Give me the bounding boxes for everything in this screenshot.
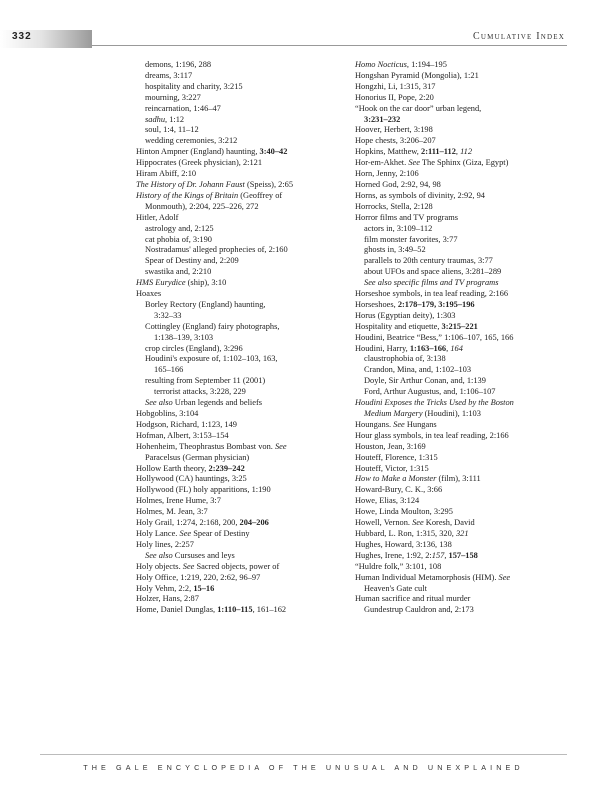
entry-text: Hope chests, 3:206–207 <box>355 136 436 146</box>
entry-text: See <box>182 561 195 571</box>
entry-text: Heaven's Gate cult <box>364 583 427 593</box>
entry-text: Borley Rectory (England) haunting, <box>145 299 266 309</box>
entry-text: claustrophobia of, 3:138 <box>364 354 446 364</box>
entry-text: Hour glass symbols, in tea leaf reading, 2:166 <box>355 430 509 440</box>
index-entry <box>136 518 348 529</box>
entry-text: crop circles (England), 3:296 <box>145 343 243 353</box>
index-entry <box>136 420 348 431</box>
entry-text: Home, Daniel Dunglas, <box>136 605 218 615</box>
entry-text: Honorius II, Pope, 2:20 <box>355 92 434 102</box>
entry-text: Gundestrup Cauldron and, 2:173 <box>364 605 474 615</box>
entry-text: (Houdini), 1:103 <box>422 409 481 418</box>
index-entry <box>355 562 567 573</box>
entry-text: Hor-em-Akhet. <box>355 158 409 168</box>
entry-text: HMS Eurydice <box>136 278 186 288</box>
index-subentry <box>136 60 348 71</box>
entry-text: sadhu <box>145 114 166 124</box>
entry-text: See <box>274 441 287 451</box>
entry-text: 321 <box>455 528 469 538</box>
entry-text: Howard-Bury, C. K., 3:66 <box>355 485 443 495</box>
entry-text: 2:111–112 <box>421 147 456 157</box>
index-entry <box>355 71 567 82</box>
section-title: Cumulative Index <box>473 31 565 42</box>
entry-text: soul, 1:4, 11–12 <box>145 125 199 135</box>
entry-text: Urban legends and beliefs <box>172 398 262 408</box>
index-entry <box>136 409 348 420</box>
entry-text: (Speiss), 2:65 <box>244 179 294 189</box>
index-entry <box>355 136 567 147</box>
entry-text: Paracelsus (German physician) <box>145 452 250 462</box>
entry-text: Holy objects. <box>136 561 183 571</box>
index-entry <box>355 507 567 518</box>
entry-text: Hughes, Irene, 1:92, 2: <box>355 550 432 560</box>
index-entry <box>136 147 348 158</box>
entry-text: 165–166 <box>154 365 184 375</box>
index-entry <box>355 169 567 180</box>
entry-text: Cottingley (England) fairy photographs, <box>145 321 280 331</box>
entry-text: 2:178–179, 3:195–196 <box>397 299 475 309</box>
index-entry <box>355 322 567 333</box>
entry-text: Ford, Arthur Augustus, and, 1:106–107 <box>364 387 496 397</box>
index-entry <box>136 496 348 507</box>
index-subentry <box>136 224 348 235</box>
index-column-right <box>355 60 567 616</box>
entry-text: (Geoffrey of <box>238 190 283 200</box>
index-entry <box>136 180 348 191</box>
entry-text: 1:163–166 <box>409 343 447 353</box>
index-entry <box>355 191 567 202</box>
index-entry <box>355 518 567 529</box>
index-entry <box>136 213 348 224</box>
entry-text: The Sphinx (Giza, Egypt) <box>419 158 509 168</box>
entry-text: Hughes, Howard, 3:136, 138 <box>355 539 452 549</box>
index-subentry <box>355 224 567 235</box>
index-entry <box>136 562 348 573</box>
index-column-left <box>136 60 348 616</box>
entry-text: Hohenheim, Theophrastus Bombast von. <box>136 441 275 451</box>
entry-text: Holy Office, 1:219, 220, 2:62, 96–97 <box>136 572 261 582</box>
entry-text: See also <box>145 398 173 408</box>
entry-text: “Huldre folk,” 3:101, 108 <box>355 561 442 571</box>
entry-text: See also specific films and TV programs <box>364 278 499 288</box>
index-entry <box>355 125 567 136</box>
index-subentry <box>136 235 348 246</box>
index-entry <box>355 594 567 605</box>
index-subentry <box>355 387 567 398</box>
index-subentry <box>136 71 348 82</box>
index-entry <box>355 529 567 540</box>
entry-text: Hiram Abiff, 2:10 <box>136 169 197 179</box>
index-subentry <box>355 354 567 365</box>
index-subentry <box>136 115 348 126</box>
index-entry <box>355 540 567 551</box>
index-entry <box>136 584 348 595</box>
index-entry <box>355 496 567 507</box>
entry-text: Koresh, David <box>423 518 475 528</box>
index-subentry <box>136 354 348 365</box>
entry-text: Hitler, Adolf <box>136 212 179 222</box>
entry-text: Houteff, Florence, 1:315 <box>355 452 438 462</box>
index-entry <box>136 573 348 584</box>
index-subentry <box>355 376 567 387</box>
index-entry <box>136 169 348 180</box>
index-subentry <box>355 278 567 289</box>
entry-text: Horseshoe symbols, in tea leaf reading, 2:166 <box>355 289 509 299</box>
entry-text: 3:32–33 <box>154 310 182 320</box>
entry-text: Horus (Egyptian deity), 1:303 <box>355 310 456 320</box>
index-subentry <box>136 311 348 322</box>
entry-text: dreams, 3:117 <box>145 70 193 80</box>
entry-text: See <box>393 419 405 429</box>
index-subentry <box>136 256 348 267</box>
entry-text: Howe, Linda Moulton, 3:295 <box>355 507 453 517</box>
index-subentry <box>355 365 567 376</box>
entry-text: , 161–162 <box>252 605 287 615</box>
index-entry <box>136 158 348 169</box>
index-entry <box>355 311 567 322</box>
entry-text: parallels to 20th century traumas, 3:77 <box>364 256 493 266</box>
entry-text: Doyle, Sir Arthur Conan, and, 1:139 <box>364 376 486 386</box>
index-subentry <box>136 202 348 213</box>
entry-text: Holmes, Irene Hume, 3:7 <box>136 496 221 506</box>
entry-text: Sacred objects, power of <box>194 561 280 571</box>
index-entry <box>355 453 567 464</box>
index-subentry <box>136 93 348 104</box>
entry-text: (film), 3:111 <box>436 474 481 484</box>
entry-text: Cursuses and leys <box>172 550 235 560</box>
footer-rule <box>40 754 567 755</box>
entry-text: ghosts in, 3:49–52 <box>364 245 426 255</box>
entry-text: hospitality and charity, 3:215 <box>145 81 243 91</box>
entry-text: See <box>412 518 424 528</box>
index-entry <box>355 485 567 496</box>
index-entry <box>136 431 348 442</box>
entry-text: resulting from September 11 (2001) <box>145 376 266 386</box>
index-subentry <box>136 125 348 136</box>
entry-text: See <box>498 572 511 582</box>
index-entry <box>136 474 348 485</box>
entry-text: Houston, Jean, 3:169 <box>355 441 426 451</box>
index-entry <box>355 158 567 169</box>
index-subentry <box>355 605 567 616</box>
entry-text: 112 <box>460 147 473 157</box>
entry-text: How to Make a Monster <box>355 474 437 484</box>
index-subentry <box>136 365 348 376</box>
entry-text: film monster favorites, 3:77 <box>364 234 458 244</box>
entry-text: wedding ceremonies, 3:212 <box>145 136 238 146</box>
index-entry <box>355 93 567 104</box>
index-subentry <box>136 551 348 562</box>
entry-text: Hopkins, Matthew, <box>355 147 421 157</box>
index-entry <box>355 551 567 562</box>
index-entry <box>136 464 348 475</box>
entry-text: Holy Lance. <box>136 528 180 538</box>
index-entry <box>355 289 567 300</box>
entry-text: 204–206 <box>239 518 269 528</box>
entry-text: Holy Grail, 1:274, 2:168, 200, <box>136 518 240 528</box>
index-subentry <box>136 333 348 344</box>
index-subentry <box>355 267 567 278</box>
index-entry <box>355 104 567 115</box>
index-entry <box>355 431 567 442</box>
entry-text: about UFOs and space aliens, 3:281–289 <box>364 267 502 277</box>
entry-text: 157 <box>431 550 445 560</box>
entry-text: Horned God, 2:92, 94, 98 <box>355 179 441 189</box>
index-subentry <box>136 82 348 93</box>
index-subentry <box>136 104 348 115</box>
index-entry <box>355 60 567 71</box>
entry-text: 157–158 <box>448 550 478 560</box>
index-entry <box>136 442 348 453</box>
entry-text: , <box>446 343 451 353</box>
index-subentry <box>136 245 348 256</box>
entry-text: Horrocks, Stella, 2:128 <box>355 201 433 211</box>
entry-text: 3:40–42 <box>259 147 288 157</box>
entry-text: Spear of Destiny <box>191 528 250 538</box>
index-entry <box>355 420 567 431</box>
entry-text: See <box>179 528 192 538</box>
entry-text: Hollywood (CA) hauntings, 3:25 <box>136 474 247 484</box>
index-subentry <box>136 376 348 387</box>
entry-text: Spear of Destiny and, 2:209 <box>145 256 239 266</box>
index-subentry <box>136 136 348 147</box>
entry-text: 1:110–115 <box>217 605 253 615</box>
entry-text: Holzer, Hans, 2:87 <box>136 594 199 604</box>
entry-text: 3:215–221 <box>441 321 478 331</box>
entry-text: Hungans <box>404 419 437 429</box>
index-subentry <box>136 398 348 409</box>
entry-text: 2:239–242 <box>208 463 245 473</box>
footer-book-title: THE GALE ENCYCLOPEDIA OF THE UNUSUAL AND UNEXPLAINED <box>83 763 524 772</box>
index-entry <box>355 474 567 485</box>
entry-text: See <box>408 158 420 168</box>
index-subentry <box>136 300 348 311</box>
entry-text: terrorist attacks, 3:228, 229 <box>154 387 246 397</box>
entry-text: See also <box>145 550 173 560</box>
index-entry <box>136 278 348 289</box>
index-entry <box>355 213 567 224</box>
entry-text: Hofman, Albert, 3:153–154 <box>136 430 229 440</box>
entry-text: Holmes, M. Jean, 3:7 <box>136 507 208 517</box>
index-entry <box>355 344 567 355</box>
index-subentry <box>136 344 348 355</box>
entry-text: Holy lines, 2:257 <box>136 539 194 549</box>
index-subentry <box>355 409 567 420</box>
index-subentry <box>136 387 348 398</box>
index-entry <box>355 300 567 311</box>
index-entry <box>355 180 567 191</box>
index-subentry <box>355 115 567 126</box>
index-subentry <box>355 235 567 246</box>
entry-text: Houdini, Harry, <box>355 343 410 353</box>
entry-text: Hospitality and etiquette, <box>355 321 442 331</box>
entry-text: Horror films and TV programs <box>355 212 458 222</box>
entry-text: reincarnation, 1:46–47 <box>145 103 221 113</box>
entry-text: Hongshan Pyramid (Mongolia), 1:21 <box>355 70 479 80</box>
entry-text: Houdini, Beatrice “Bess,” 1:106–107, 165, 166 <box>355 332 514 342</box>
entry-text: Houteff, Victor, 1:315 <box>355 463 429 473</box>
index-entry <box>136 191 348 202</box>
entry-text: Hollow Earth theory, <box>136 463 209 473</box>
index-subentry <box>355 256 567 267</box>
entry-text: Medium Margery <box>364 409 423 418</box>
entry-text: Houdini's exposure of, 1:102–103, 163, <box>145 354 278 364</box>
index-subentry <box>355 245 567 256</box>
entry-text: Holy Vehm, 2:2, <box>136 583 194 593</box>
index-entry <box>355 202 567 213</box>
index-entry <box>355 442 567 453</box>
entry-text: Homo Nocticus <box>355 60 407 69</box>
entry-text: Hodgson, Richard, 1:123, 149 <box>136 419 237 429</box>
index-subentry <box>136 453 348 464</box>
entry-text: Howe, Elias, 3:124 <box>355 496 420 506</box>
entry-text: The History of Dr. Johann Faust <box>136 179 245 189</box>
index-entry <box>136 540 348 551</box>
entry-text: Horn, Jenny, 2:106 <box>355 169 419 179</box>
index-entry <box>355 464 567 475</box>
entry-text: Horns, as symbols of divinity, 2:92, 94 <box>355 190 485 200</box>
entry-text: Hobgoblins, 3:104 <box>136 409 199 418</box>
index-subentry <box>355 584 567 595</box>
entry-text: mourning, 3:227 <box>145 92 201 102</box>
index-entry <box>355 573 567 584</box>
index-entry <box>136 605 348 616</box>
index-entry <box>355 82 567 93</box>
entry-text: Nostradamus' alleged prophecies of, 2:160 <box>145 245 288 255</box>
entry-text: (ship), 3:10 <box>185 278 227 288</box>
index-entry <box>136 594 348 605</box>
entry-text: 3:231–232 <box>364 114 401 124</box>
entry-text: Hollywood (FL) holy apparitions, 1:190 <box>136 485 271 495</box>
entry-text: Hongzhi, Li, 1:315, 317 <box>355 81 436 91</box>
entry-text: demons, 1:196, 288 <box>145 60 212 69</box>
index-entry <box>136 529 348 540</box>
entry-text: Crandon, Mina, and, 1:102–103 <box>364 365 472 375</box>
entry-text: Human sacrifice and ritual murder <box>355 594 471 604</box>
entry-text: Howell, Vernon. <box>355 518 413 528</box>
entry-text: Monmouth), 2:204, 225–226, 272 <box>145 201 259 211</box>
index-entry <box>355 147 567 158</box>
entry-text: , 1:194–195 <box>406 60 447 69</box>
entry-text: 15–16 <box>193 583 215 593</box>
entry-text: Human Individual Metamorphosis (HIM). <box>355 572 499 582</box>
entry-text: actors in, 3:109–112 <box>364 223 433 233</box>
index-entry <box>136 485 348 496</box>
entry-text: Hoaxes <box>136 289 162 299</box>
entry-text: 164 <box>450 343 463 353</box>
index-entry <box>136 289 348 300</box>
entry-text: swastika and, 2:210 <box>145 267 212 277</box>
entry-text: cat phobia of, 3:190 <box>145 234 212 244</box>
entry-text: Horseshoes, <box>355 299 398 309</box>
entry-text: Houdini Exposes the Tricks Used by the Boston <box>355 398 514 408</box>
entry-text: “Hook on the car door” urban legend, <box>355 103 482 113</box>
entry-text: , <box>455 147 461 157</box>
index-entry <box>136 507 348 518</box>
entry-text: History of the Kings of Britain <box>136 190 239 200</box>
index-entry <box>355 333 567 344</box>
index-subentry <box>136 267 348 278</box>
index-entry <box>355 398 567 409</box>
entry-text: Hinton Ampner (England) haunting, <box>136 147 260 157</box>
index-subentry <box>136 322 348 333</box>
entry-text: , <box>444 550 449 560</box>
page-number: 332 <box>12 31 32 42</box>
entry-text: 1:138–139, 3:103 <box>154 332 214 342</box>
header-rule <box>92 45 567 46</box>
entry-text: , 1:12 <box>165 114 185 124</box>
entry-text: Hippocrates (Greek physician), 2:121 <box>136 158 263 168</box>
entry-text: Houngans. <box>355 419 394 429</box>
entry-text: Hoover, Herbert, 3:198 <box>355 125 433 135</box>
entry-text: Hubbard, L. Ron, 1:315, 320, <box>355 528 456 538</box>
entry-text: astrology and, 2:125 <box>145 223 214 233</box>
